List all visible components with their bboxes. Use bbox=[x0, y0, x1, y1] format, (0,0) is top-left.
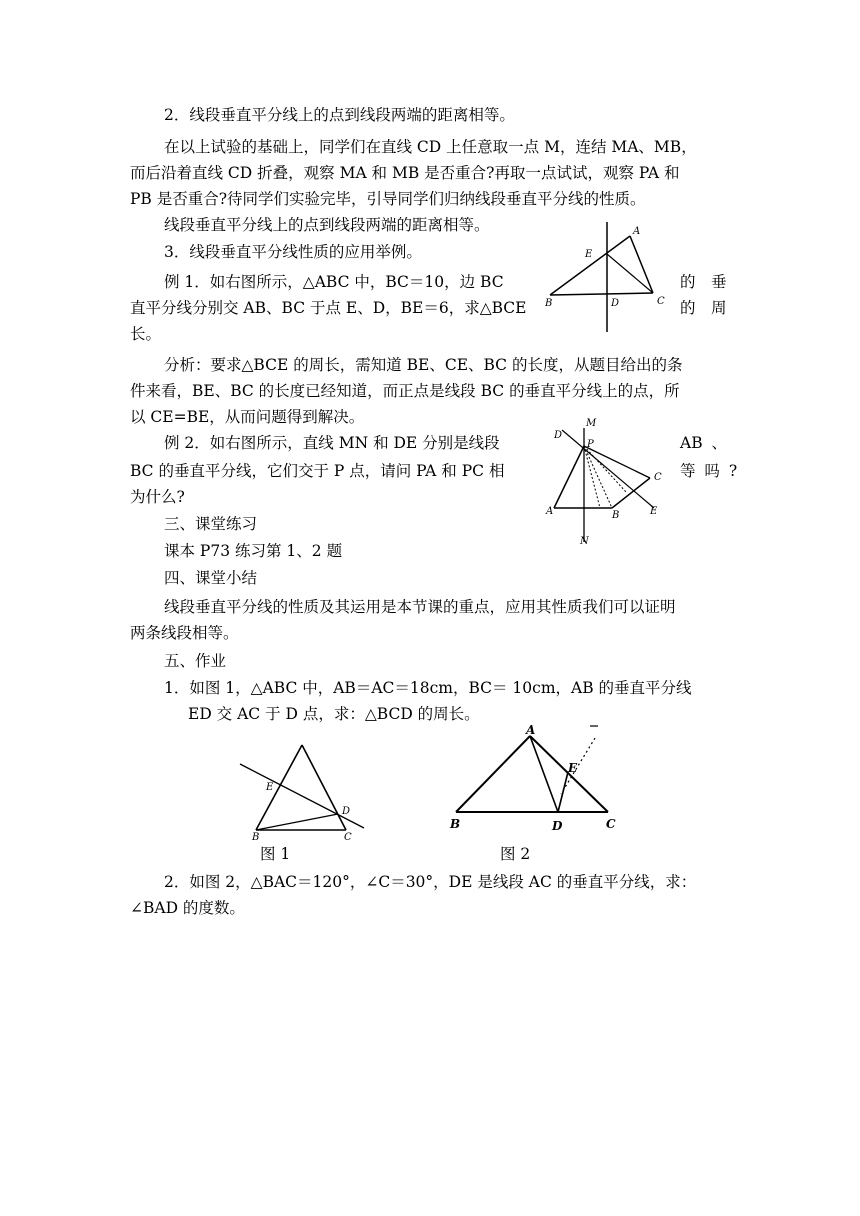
analysis-line: 分析：要求△BCE 的周长，需知道 BE、CE、BC 的长度，从题目给出的条 bbox=[164, 356, 683, 374]
point-label-e: E bbox=[585, 249, 593, 260]
example1-right-text: 的 周 bbox=[680, 299, 727, 317]
section3-heading: 3．线段垂直平分线性质的应用举例。 bbox=[164, 243, 422, 261]
figure-1 bbox=[236, 740, 376, 845]
point-label-a: A bbox=[546, 506, 554, 517]
figure-1-caption: 图 1 bbox=[260, 845, 291, 863]
point-label-e: E bbox=[568, 761, 578, 775]
figure-2-caption: 图 2 bbox=[500, 845, 531, 863]
example1-line: 例 1．如右图所示，△ABC 中，BC＝10，边 BC bbox=[164, 273, 504, 291]
point-label-p: P bbox=[587, 439, 594, 450]
homework-q1-line: ED 交 AC 于 D 点，求：△BCD 的周长。 bbox=[188, 705, 480, 723]
practice-heading: 三、课堂练习 bbox=[164, 515, 258, 533]
section2-para-line: 而后沿着直线 CD 折叠，观察 MA 和 MB 是否重合?再取一点试试，观察 PA 和 bbox=[130, 164, 680, 182]
homework-q2-line: ∠BAD 的度数。 bbox=[130, 899, 245, 917]
example2-figure bbox=[540, 416, 670, 546]
point-label-d: D bbox=[342, 806, 351, 817]
section2-para-line: PB 是否重合?待同学们实验完毕，引导同学们归纳线段垂直平分线的性质。 bbox=[130, 190, 646, 208]
point-label-d: D bbox=[611, 298, 620, 309]
example2-right-text: 等 吗 ? bbox=[680, 462, 738, 480]
summary-heading: 四、课堂小结 bbox=[164, 569, 258, 587]
point-label-c: C bbox=[344, 832, 352, 843]
point-label-c: C bbox=[654, 472, 662, 483]
point-label-n: N bbox=[580, 536, 589, 546]
example1-line: 长。 bbox=[130, 325, 162, 343]
example1-right-text: 的 垂 bbox=[680, 273, 727, 291]
point-label-b: B bbox=[252, 832, 260, 843]
homework-q2-line: 2．如图 2，△BAC＝120°，∠C＝30°，DE 是线段 AC 的垂直平分线，求： bbox=[164, 873, 697, 891]
example1-line: 直平分线分别交 AB、BC 于点 E、D，BE＝6，求△BCE bbox=[130, 299, 527, 317]
section2-heading: 2．线段垂直平分线上的点到线段两端的距离相等。 bbox=[164, 106, 515, 124]
analysis-line: 件来看，BE、BC 的长度已经知道，而正点是线段 BC 的垂直平分线上的点，所 bbox=[130, 382, 680, 400]
figure-2 bbox=[448, 722, 623, 837]
point-label-m: M bbox=[586, 418, 597, 429]
section2-conclusion: 线段垂直平分线上的点到线段两端的距离相等。 bbox=[164, 216, 490, 234]
point-label-e: E bbox=[266, 782, 274, 793]
example2-right-text: AB 、 bbox=[680, 434, 728, 452]
example1-figure bbox=[545, 220, 675, 335]
example2-line: BC 的垂直平分线，它们交于 P 点，请问 PA 和 PC 相 bbox=[130, 462, 505, 480]
practice-text: 课本 P73 练习第 1、2 题 bbox=[164, 542, 343, 560]
summary-line: 两条线段相等。 bbox=[130, 624, 239, 642]
section2-para-line: 在以上试验的基础上，同学们在直线 CD 上任意取一点 M，连结 MA、MB， bbox=[164, 138, 697, 156]
point-label-a: A bbox=[526, 723, 536, 737]
point-label-c: C bbox=[606, 817, 616, 831]
summary-line: 线段垂直平分线的性质及其运用是本节课的重点，应用其性质我们可以证明 bbox=[164, 598, 676, 616]
example2-line: 为什么? bbox=[130, 488, 185, 506]
point-label-b: B bbox=[612, 510, 620, 521]
point-label-a: A bbox=[633, 226, 641, 237]
point-label-d: D bbox=[552, 819, 563, 833]
point-label-d: D bbox=[554, 430, 563, 441]
homework-q1-line: 1．如图 1，△ABC 中，AB＝AC＝18cm，BC＝ 10cm，AB 的垂直平分线 bbox=[164, 679, 692, 697]
point-label-e: E bbox=[650, 506, 658, 517]
example2-line: 例 2．如右图所示，直线 MN 和 DE 分别是线段 bbox=[164, 434, 500, 452]
point-label-c: C bbox=[657, 296, 665, 307]
homework-heading: 五、作业 bbox=[164, 652, 227, 670]
analysis-line: 以 CE=BE，从而问题得到解决。 bbox=[130, 408, 365, 426]
point-label-b: B bbox=[450, 817, 461, 831]
point-label-b: B bbox=[545, 298, 553, 309]
